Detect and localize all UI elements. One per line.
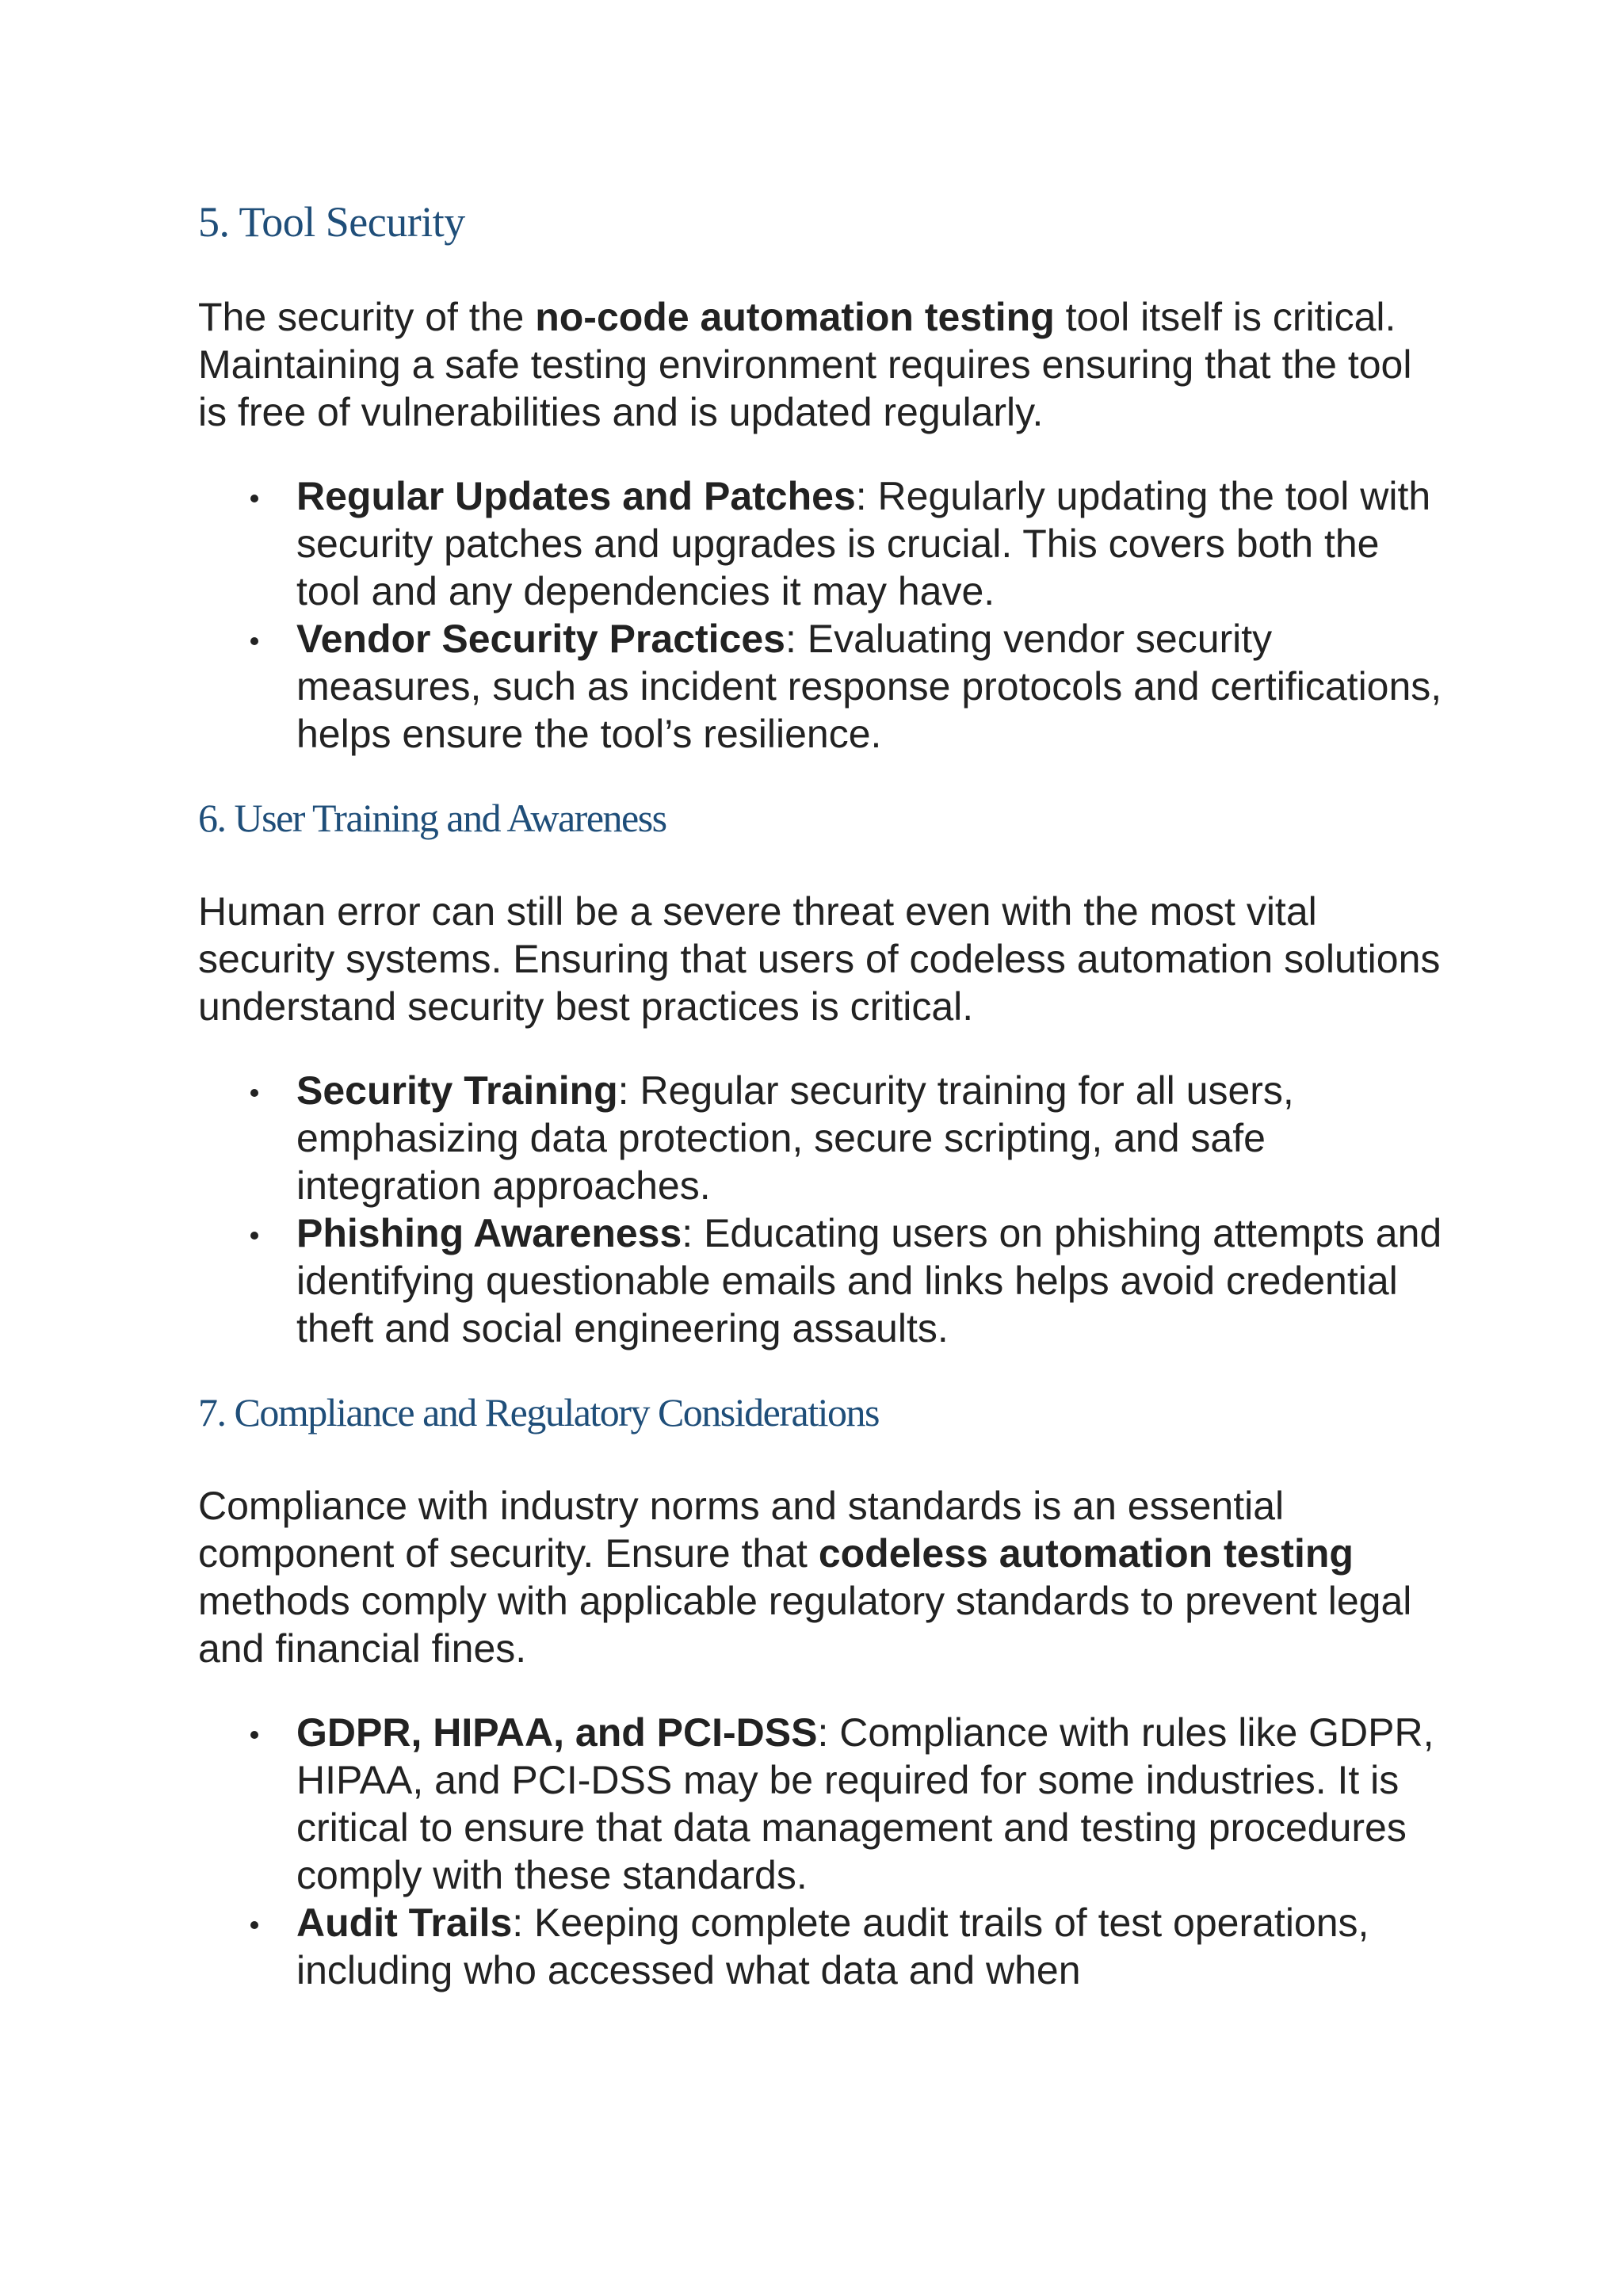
bullet-icon [250, 495, 258, 502]
list-item [198, 1899, 1450, 1994]
section-heading-compliance: 7. Compliance and Regulatory Considerations [198, 1390, 879, 1435]
list-item [198, 1709, 1450, 1899]
bullet-text: : Compliance with rules like GDPR, HIPAA, and PCI-DSS may be required for some industries. It is critical to ensure that data management and testing procedures comply with these standards. [296, 1710, 1434, 1897]
intro-text: tool itself is critical. Maintaining a safe testing environment requires ensuring that the tool is free of vulnerabilities and is updated regularly. [198, 295, 1412, 434]
intro-text: methods comply with applicable regulatory standards to prevent legal and financial fines. [198, 1579, 1412, 1671]
bullet-icon [250, 1731, 258, 1739]
bullet-icon [250, 1089, 258, 1097]
list-item [198, 1209, 1450, 1352]
bullet-list-compliance [198, 1709, 1450, 1994]
bullet-term: Security Training [296, 1068, 618, 1113]
bullet-list-user-training [198, 1067, 1450, 1352]
bullet-term: Regular Updates and Patches [296, 474, 856, 518]
section-intro-tool-security [198, 293, 1450, 436]
bullet-text: : Evaluating vendor security measures, such as incident response protocols and certifications, helps ensure the tool’s resilience. [296, 617, 1442, 756]
bullet-text: : Keeping complete audit trails of test operations, including who accessed what data and when [296, 1901, 1369, 1992]
intro-bold-term: codeless automation testing [818, 1531, 1354, 1576]
bullet-term: GDPR, HIPAA, and PCI-DSS [296, 1710, 818, 1755]
bullet-term: Vendor Security Practices [296, 617, 785, 661]
section-heading-tool-security: 5. Tool Security [198, 198, 465, 246]
bullet-list-tool-security [198, 472, 1450, 758]
bullet-text: : Regularly updating the tool with security patches and upgrades is crucial. This covers both the tool and any dependencies it may have. [296, 474, 1431, 613]
section-heading-user-training: 6. User Training and Awareness [198, 796, 666, 840]
list-item [198, 615, 1450, 758]
section-intro-compliance [198, 1482, 1450, 1672]
list-item [198, 1067, 1450, 1209]
intro-bold-term: no-code automation testing [535, 295, 1055, 339]
bullet-term: Audit Trails [296, 1901, 513, 1945]
bullet-text: : Regular security training for all users, emphasizing data protection, secure scripting, and safe integration approaches. [296, 1068, 1294, 1208]
bullet-icon [250, 1232, 258, 1240]
list-item [198, 472, 1450, 615]
bullet-text: : Educating users on phishing attempts and identifying questionable emails and links helps avoid credential theft and social engineering assaults. [296, 1211, 1442, 1350]
intro-text: Compliance with industry norms and standards is an essential component of security. Ensure that [198, 1484, 1285, 1576]
bullet-icon [250, 637, 258, 645]
bullet-term: Phishing Awareness [296, 1211, 682, 1255]
bullet-icon [250, 1921, 258, 1929]
section-intro-user-training: Human error can still be a severe threat even with the most vital security systems. Ensuring that users of codeless automation solutions understand security best practices is critical. [198, 889, 1441, 1029]
document-content [198, 197, 1450, 1994]
intro-text: The security of the [198, 295, 536, 339]
